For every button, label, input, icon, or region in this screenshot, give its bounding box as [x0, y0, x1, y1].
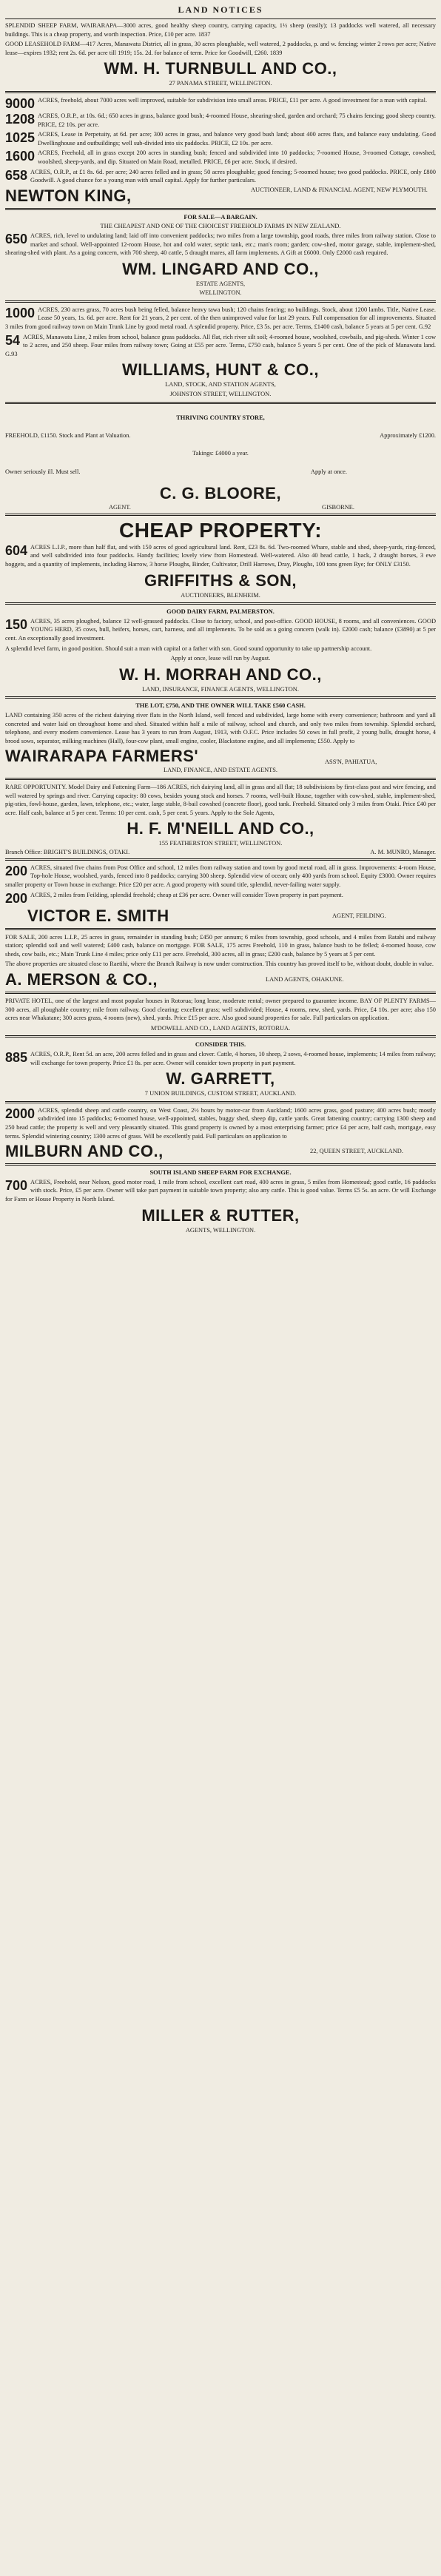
agent-name: VICTOR E. SMITH	[27, 906, 169, 925]
agent-address: 27 PANAMA STREET, WELLINGTON.	[169, 80, 272, 87]
listing-text: ACRES, Lease in Perpetuity, at 6d. per acre; 300 acres in grass, and balance very good bush land; about 400 acres flats, and balance easy undulating. Good Dwellinghouse and outbuildings; well sub-divided into six paddocks. PRICE, £2 10s. per acre.	[38, 131, 436, 147]
agent-tag: AUCTIONEERS, BLENHEIM.	[181, 591, 260, 599]
acreage: 885	[5, 1050, 28, 1065]
agent-tag: LAND, FINANCE, AND ESTATE AGENTS.	[163, 767, 278, 774]
divider	[5, 514, 436, 516]
listing	[5, 306, 436, 332]
listing-text: ACRES, O.R.P., Rent 5d. an acre, 200 acres felled and in grass and clover. Cattle, 4 horses, 10 sheep, 2 sows, 4-roomed house, implements; 14 miles from railway; will exchange for town property. Price £1 8s. per acre. Owner will consider town property in part payment.	[30, 1051, 436, 1066]
agent-address: GISBORNE.	[322, 503, 354, 511]
ad-newton-king	[5, 96, 436, 205]
agent-name: WM. H. TURNBULL AND CO.,	[104, 59, 337, 78]
listing-text: ACRES, O.R.P., at £1 8s. 6d. per acre; 240 acres felled and in grass; 50 acres ploughable; good fencing; 5-roomed house; two good paddocks. PRICE, only £800 Goodwill. A good chance for a young man with small capital. Apply for further particulars.	[30, 168, 436, 184]
listing	[5, 96, 436, 110]
agent-address: WELLINGTON.	[199, 289, 242, 297]
divider	[5, 602, 436, 605]
listing	[5, 1106, 436, 1140]
agent-address: 155 FEATHERSTON STREET, WELLINGTON.	[158, 840, 283, 847]
divider	[5, 928, 436, 930]
ad-subheading: THE CHEAPEST AND ONE OF THE CHOICEST FREEHOLD FARMS IN NEW ZEALAND.	[100, 223, 341, 230]
ad-text: Approximately £1200.	[380, 432, 436, 440]
divider	[5, 858, 436, 861]
ad-line	[5, 468, 436, 475]
listing-text: ACRES, freehold, about 7000 acres well improved, suitable for subdivision into small areas. PRICE, £11 per acre. A good investment for a man with capital.	[38, 96, 428, 104]
agent-tag: ASS'N, PAHIATUA,	[325, 759, 377, 766]
agent-name: W. GARRETT,	[166, 1069, 275, 1089]
divider	[5, 300, 436, 303]
ad-heading: FOR SALE—A BARGAIN.	[184, 213, 257, 221]
agent-name: C. G. BLOORE,	[159, 483, 282, 502]
branch-manager: A. M. MUNRO, Manager.	[370, 848, 436, 855]
ad-heading: SOUTH ISLAND SHEEP FARM FOR EXCHANGE.	[149, 1169, 292, 1177]
acreage: 200	[5, 863, 28, 878]
ad-mdowell	[5, 997, 436, 1032]
divider	[5, 1163, 436, 1166]
agent-tag: AGENTS, WELLINGTON.	[185, 1226, 256, 1234]
ad-heading: THE LOT, £750, AND THE OWNER WILL TAKE £560 CASH.	[135, 702, 306, 710]
agent-tag: LAND, STOCK, AND STATION AGENTS,	[165, 381, 276, 389]
listing-text: ACRES, 2 miles from Feilding, splendid freehold; cheap at £36 per acre. Owner will consider Town property in part payment.	[30, 891, 343, 898]
agent-name: GRIFFITHS & SON,	[144, 571, 297, 590]
ad-merson	[5, 933, 436, 989]
acreage: 658	[5, 167, 28, 183]
agent-line	[5, 849, 436, 855]
acreage: 54	[5, 332, 21, 348]
acreage: 200	[5, 890, 28, 906]
ad-paragraph: LAND containing 350 acres of the richest dairying river flats in the North Island, well fenced and subdivided, large home with every convenience; bathroom and yard all concreted and water laid on throughout home and shed. Situated within half a mile of railway, school and church, and only two miles from township. Splendid orchard, telephone, and every modern convenience. Lease has 3 years to run from August, 1913, with O.F.C. Price includes 50 cows in full profit, 2 young bulls, draught horse, 4 brood sows, separator, milking machines (Hall), four-cow plant, small engine, cooler, Blackstone engine, and all implements; £550. Apply to	[5, 711, 436, 744]
acreage: 1025	[5, 130, 36, 146]
listing	[5, 168, 436, 185]
agent-name: A. MERSON & CO.,	[5, 970, 158, 989]
agent-address: JOHNSTON STREET, WELLINGTON.	[169, 391, 272, 398]
agent-line	[5, 186, 436, 205]
agent-line	[5, 970, 436, 989]
agent-line	[5, 1142, 436, 1160]
ad-ref: 1839	[269, 49, 283, 56]
ad-heading: THRIVING COUNTRY STORE,	[176, 414, 265, 421]
ad-text: Apply at once.	[310, 468, 347, 475]
divider	[5, 696, 436, 699]
listing	[5, 543, 436, 569]
ad-victor-smith	[5, 864, 436, 925]
agent-tag: AGENT.	[109, 503, 131, 511]
ad-paragraph: The above properties are situated close to Raetihi, where the Branch Railway is now under construction. This country has proved itself to be, without doubt, double in value.	[5, 961, 434, 968]
ad-line	[5, 432, 436, 439]
divider	[5, 402, 436, 404]
divider	[5, 778, 436, 780]
listing-text: ACRES, 230 acres grass, 70 acres bush being felled, balance heavy tawa bush; 120 chains fencing; no buildings. Stock, about 1200 lambs. Title, Native Lease. Lease 50 years, 1s. 6d. per acre. Rent for 21 years, 2 per cent. of the then unimproved value for last 29 years. Full compensation for all improvements. Situated 3 miles from good railway town on Main Trunk Line by good metal road. A splendid property. Price, £3 5s. per acre. Terms, £1400 cash, balance 5 years at 5 per cent.	[5, 306, 436, 331]
listing-text: ACRES, Manawatu Line, 2 miles from school, balance grass paddocks. All flat, rich river silt soil; 4-roomed house, woolshed, cowbails, and pig-sheds. Winter 1 cow to 2 acres, and 250 sheep. Four miles from railway town; Going at £55 per acre. Terms, £750 cash, balance 5 years 5 per cent. One of the pick of Manawatu land.	[23, 333, 436, 349]
agent-name: H. F. M'NEILL AND CO.,	[127, 819, 314, 838]
ad-paragraph: A splendid level farm, in good position. Should suit a man with capital or a father with son. Good sound opportunity to take up partnership account.	[5, 645, 372, 652]
ad-morrah	[5, 608, 436, 693]
listing	[5, 232, 436, 258]
divider	[5, 992, 436, 994]
listing	[5, 864, 436, 890]
listing	[5, 333, 436, 359]
agent-name: M'DOWELL AND CO., LAND AGENTS, ROTORUA.	[150, 1024, 291, 1032]
agent-name: MILBURN AND CO.,	[5, 1142, 164, 1161]
agent-name: WILLIAMS, HUNT & CO.,	[122, 360, 319, 380]
divider	[5, 1101, 436, 1103]
agent-tag: AUCTIONEER, LAND & FINANCIAL AGENT, NEW PLYMOUTH.	[251, 186, 428, 193]
agent-tag: LAND AGENTS, OHAKUNE.	[266, 976, 344, 983]
ad-text: Owner seriously ill. Must sell.	[5, 468, 81, 475]
acreage: 604	[5, 542, 28, 558]
branch-office: Branch Office: BRIGHT'S BUILDINGS, OTAKI.	[5, 848, 130, 855]
agent-name: NEWTON KING,	[5, 186, 132, 205]
ad-text: FREEHOLD, £1150. Stock and Plant at Valuation.	[5, 432, 131, 440]
acreage: 700	[5, 1177, 28, 1193]
ad-ref: G.93	[5, 350, 18, 357]
ad-paragraph: RARE OPPORTUNITY. Model Dairy and Fattening Farm—186 ACRES, rich dairying land, all in grass and all flat; 18 subdivisions by first-class post and wire fencing, and well watered by springs and river. Carrying capacity: 80 cows, besides young stock and horses. 7 rooms, well-built House, together with cow-shed, stable, implement-shed, pig-sties, fowl-house, garden, lawn, telephone, etc.; water, large stable, 8-bail cowshed (concrete floor), good tank. Freehold. Situated only 3 miles from Otaki. Price £40 per acre. Half cash, balance at 5 per cent. Terms: 10 per cent. cash, 5 per cent. 5 years. Apply to the Sole Agents,	[5, 783, 436, 816]
agent-line	[5, 504, 436, 511]
acreage: 150	[5, 616, 28, 632]
ad-mneill	[5, 783, 436, 855]
listing-text: ACRES, O.R.P., at 10s. 6d.; 650 acres in grass, balance good bush; 4-roomed House, shearing-shed, garden and orchard; 75 chains fencing; good sheep country. PRICE, £2 10s. per acre.	[38, 112, 436, 128]
ad-griffiths	[5, 519, 436, 599]
acreage: 1208	[5, 111, 36, 127]
listing-text: ACRES, splendid sheep and cattle country, on West Coast, 2½ hours by motor-car from Auckland; 1600 acres grass, good pasture; 400 acres bush; mostly subdivided into 15 paddocks; 6-roomed house, well-appointed, stables, buggy shed, sheep dip, cattle yards. Great fattening country; carrying 1300 sheep and 250 head cattle; the property is well and very pleasantly situated. This grand property is owned by a most enterprising farmer; price £4 per acre, half cash, mortgage, easy terms. Splendid wintering country; 1300 acres of grass. Will be excellently paid. Full particulars on application to	[5, 1106, 436, 1140]
divider	[5, 208, 436, 210]
divider	[5, 91, 436, 93]
listing	[5, 130, 436, 147]
ad-bloore	[5, 407, 436, 511]
ad-miller-rutter	[5, 1168, 436, 1234]
listing-text: ACRES, situated five chains from Post Office and school, 12 miles from railway station and town by good metal road, all in grass. Improvements: 4-room House, Top-hole House, woolshed, yards, fenced into 8 paddocks; carrying 300 sheep. Splendid view of ocean; only 400 yards from school. Equity £3000. Owner requires smaller property or Town house in exchange. Price £20 per acre. A good property with sound title, splendid, never-failing water supply.	[5, 864, 436, 889]
ad-line: Takings: £4000 a year.	[192, 450, 249, 457]
ad-ref: 1837	[198, 30, 211, 38]
ad-garrett	[5, 1040, 436, 1097]
ad-paragraph	[5, 40, 436, 57]
agent-line	[5, 747, 436, 765]
ad-line: Apply at once, lease will run by August.	[170, 655, 271, 662]
listing	[5, 1050, 436, 1067]
classified-column	[5, 0, 436, 1235]
section-title: LAND NOTICES	[178, 4, 263, 15]
ad-paragraph	[5, 21, 436, 38]
ad-paragraph: FOR SALE, 200 acres L.I.P., 25 acres in grass, remainder in standing bush; £450 per annum; 6 miles from township, good schools, and 4 miles from Ratahi and railway station; splendid soil and well watered; £400 cash, balance on mortgage. FOR SALE, 175 acres Freehold, 110 in grass, balance bush to be felled; 4-roomed house, cow sheds, cow bails, etc.; Main Trunk Line 4 miles; price only £11 per acre. Freehold, 300 acres, all in grass; £200 cash, balance by 5 years at 5 per cent.	[5, 933, 436, 958]
ad-ref: G.92	[418, 323, 431, 331]
listing	[5, 112, 436, 129]
acreage: 1000	[5, 305, 36, 320]
ad-milburn	[5, 1106, 436, 1160]
agent-name: WAIRARAPA FARMERS'	[5, 747, 199, 766]
ad-heading: CONSIDER THIS.	[195, 1041, 246, 1049]
listing-text: ACRES, 35 acres ploughed, balance 12 well-grassed paddocks. Close to factory, school, and post-office. GOOD HOUSE, 8 rooms, and all conveniences. GOOD YOUNG HERD, 35 cows, bull, heifers, horses, cart, harness, and all implements. To be sold as a going concern (walk in). £2000 cash; balance (£3890) at 5 per cent. An exceptionally good investment.	[5, 617, 436, 642]
agent-tag: 22, QUEEN STREET, AUCKLAND.	[310, 1148, 403, 1155]
agent-tag: LAND, INSURANCE, FINANCE AGENTS, WELLINGTON.	[142, 685, 299, 693]
ad-turnbull	[5, 21, 436, 88]
listing-text: ACRES, rich, level to undulating land; laid off into convenient paddocks; two miles from a large township, good roads, three miles from railway station. Close to market and school. Well-appointed 12-room House, hot and cold water, septic tank, etc.; man's room; garden; cow-shed, motor garage, stable, implement-shed, shearing-shed with plant. As a going concern, with 700 sheep, 40 cattle, 5 draught mares, all farm implements. A Gift at £6000. Only £2000 cash required.	[5, 232, 436, 257]
listing	[5, 149, 436, 166]
acreage: 650	[5, 231, 28, 246]
listing	[5, 1178, 436, 1204]
ad-williams-hunt	[5, 306, 436, 399]
listing-text: ACRES, Freehold, all in grass except 200 acres in standing bush; fenced and subdivided into 10 paddocks; 7-roomed House, 3-roomed Cottage, cowshed, woolshed, sheep-yards, and dip. Situated on Main Road, metalled. PRICE, £6 per acre. Stock, if desired.	[38, 149, 436, 165]
agent-name: WM. LINGARD AND CO.,	[122, 259, 319, 278]
ad-heading: CHEAP PROPERTY:	[118, 518, 323, 542]
ad-lingard	[5, 213, 436, 297]
agent-tag: AGENT, FEILDING.	[332, 912, 386, 919]
agent-name: MILLER & RUTTER,	[141, 1205, 300, 1225]
listing-text: ACRES, Freehold, near Nelson, good motor road, 1 mile from school, excellent cart road, 400 acres in grass, 5 miles from Homestead; good cattle, 16 paddocks with stock. Price, £5 per acre. Owner will take part payment in suitable town property; also any cattle. This is good value. Terms £5 5s. an acre. Or will Exchange for Farm or House Property in North Island.	[5, 1178, 436, 1203]
agent-tag: ESTATE AGENTS,	[195, 280, 246, 287]
agent-line	[5, 907, 436, 925]
acreage: 2000	[5, 1106, 36, 1121]
listing-text: ACRES L.I.P., more than half flat, and with 150 acres of good agricultural land. Rent, £23 8s. 6d. Two-roomed Whare, stable and shed, sheep-yards, ring-fenced, and well subdivided into four paddocks. Handy facilities; lovely view from Homestead. Well-watered. Also 40 head cattle, 1 hack, 2 draught horses, 3 ewe hoggets, and a quantity of implements, including Harrow, 3 horse Ploughs, Binder, Cultivator, Drill Harrows, Dray, Ploughs, 100 tons green Rye; for ONLY £3150.	[5, 543, 436, 568]
ad-text: GOOD LEASEHOLD FARM—417 Acres, Manawatu District, all in grass, 30 acres ploughable, well watered, 2 paddocks, p. and w. fencing; winter 2 rows per acre; Native lease—expires 1932; rent 2s. 6d. per acre till 1919; 15s. 2d. for balance of term. Price for Goodwill, £260.	[5, 41, 436, 56]
listing	[5, 617, 436, 643]
acreage: 1600	[5, 149, 36, 164]
agent-name: W. H. MORRAH AND CO.,	[119, 665, 322, 684]
ad-text: SPLENDID SHEEP FARM, WAIRARAPA—3000 acres, good healthy sheep country, carrying capacity, 1½ sheep (easily); 13 paddocks well watered, all necessary buildings. This is a cheap property, and worth inspection. Price, £10 per acre.	[5, 22, 436, 38]
listing	[5, 891, 436, 905]
ad-wairarapa-farmers	[5, 702, 436, 775]
ad-paragraph: PRIVATE HOTEL, one of the largest and most popular houses in Rotorua; long lease, moderate rental; owner prepared to guarantee income. BAY OF PLENTY FARMS—300 acres, all ploughable country; mile from railway. Good clearing; excellent grass; well subdivided; House, 4 rooms, new, shed, yards. Price, £4 10s. per acre; also 150 acres near Whakatane; 300 acres grass, 4 rooms (new), shed, yards. Price £15 per acre. Also good sound properties for sale. Full particulars on application.	[5, 998, 436, 1022]
agent-address: 7 UNION BUILDINGS, CUSTOM STREET, AUCKLAND.	[144, 1090, 297, 1097]
ad-heading: GOOD DAIRY FARM, PALMERSTON.	[166, 608, 275, 616]
divider	[5, 1035, 436, 1038]
acreage: 9000	[5, 95, 36, 111]
